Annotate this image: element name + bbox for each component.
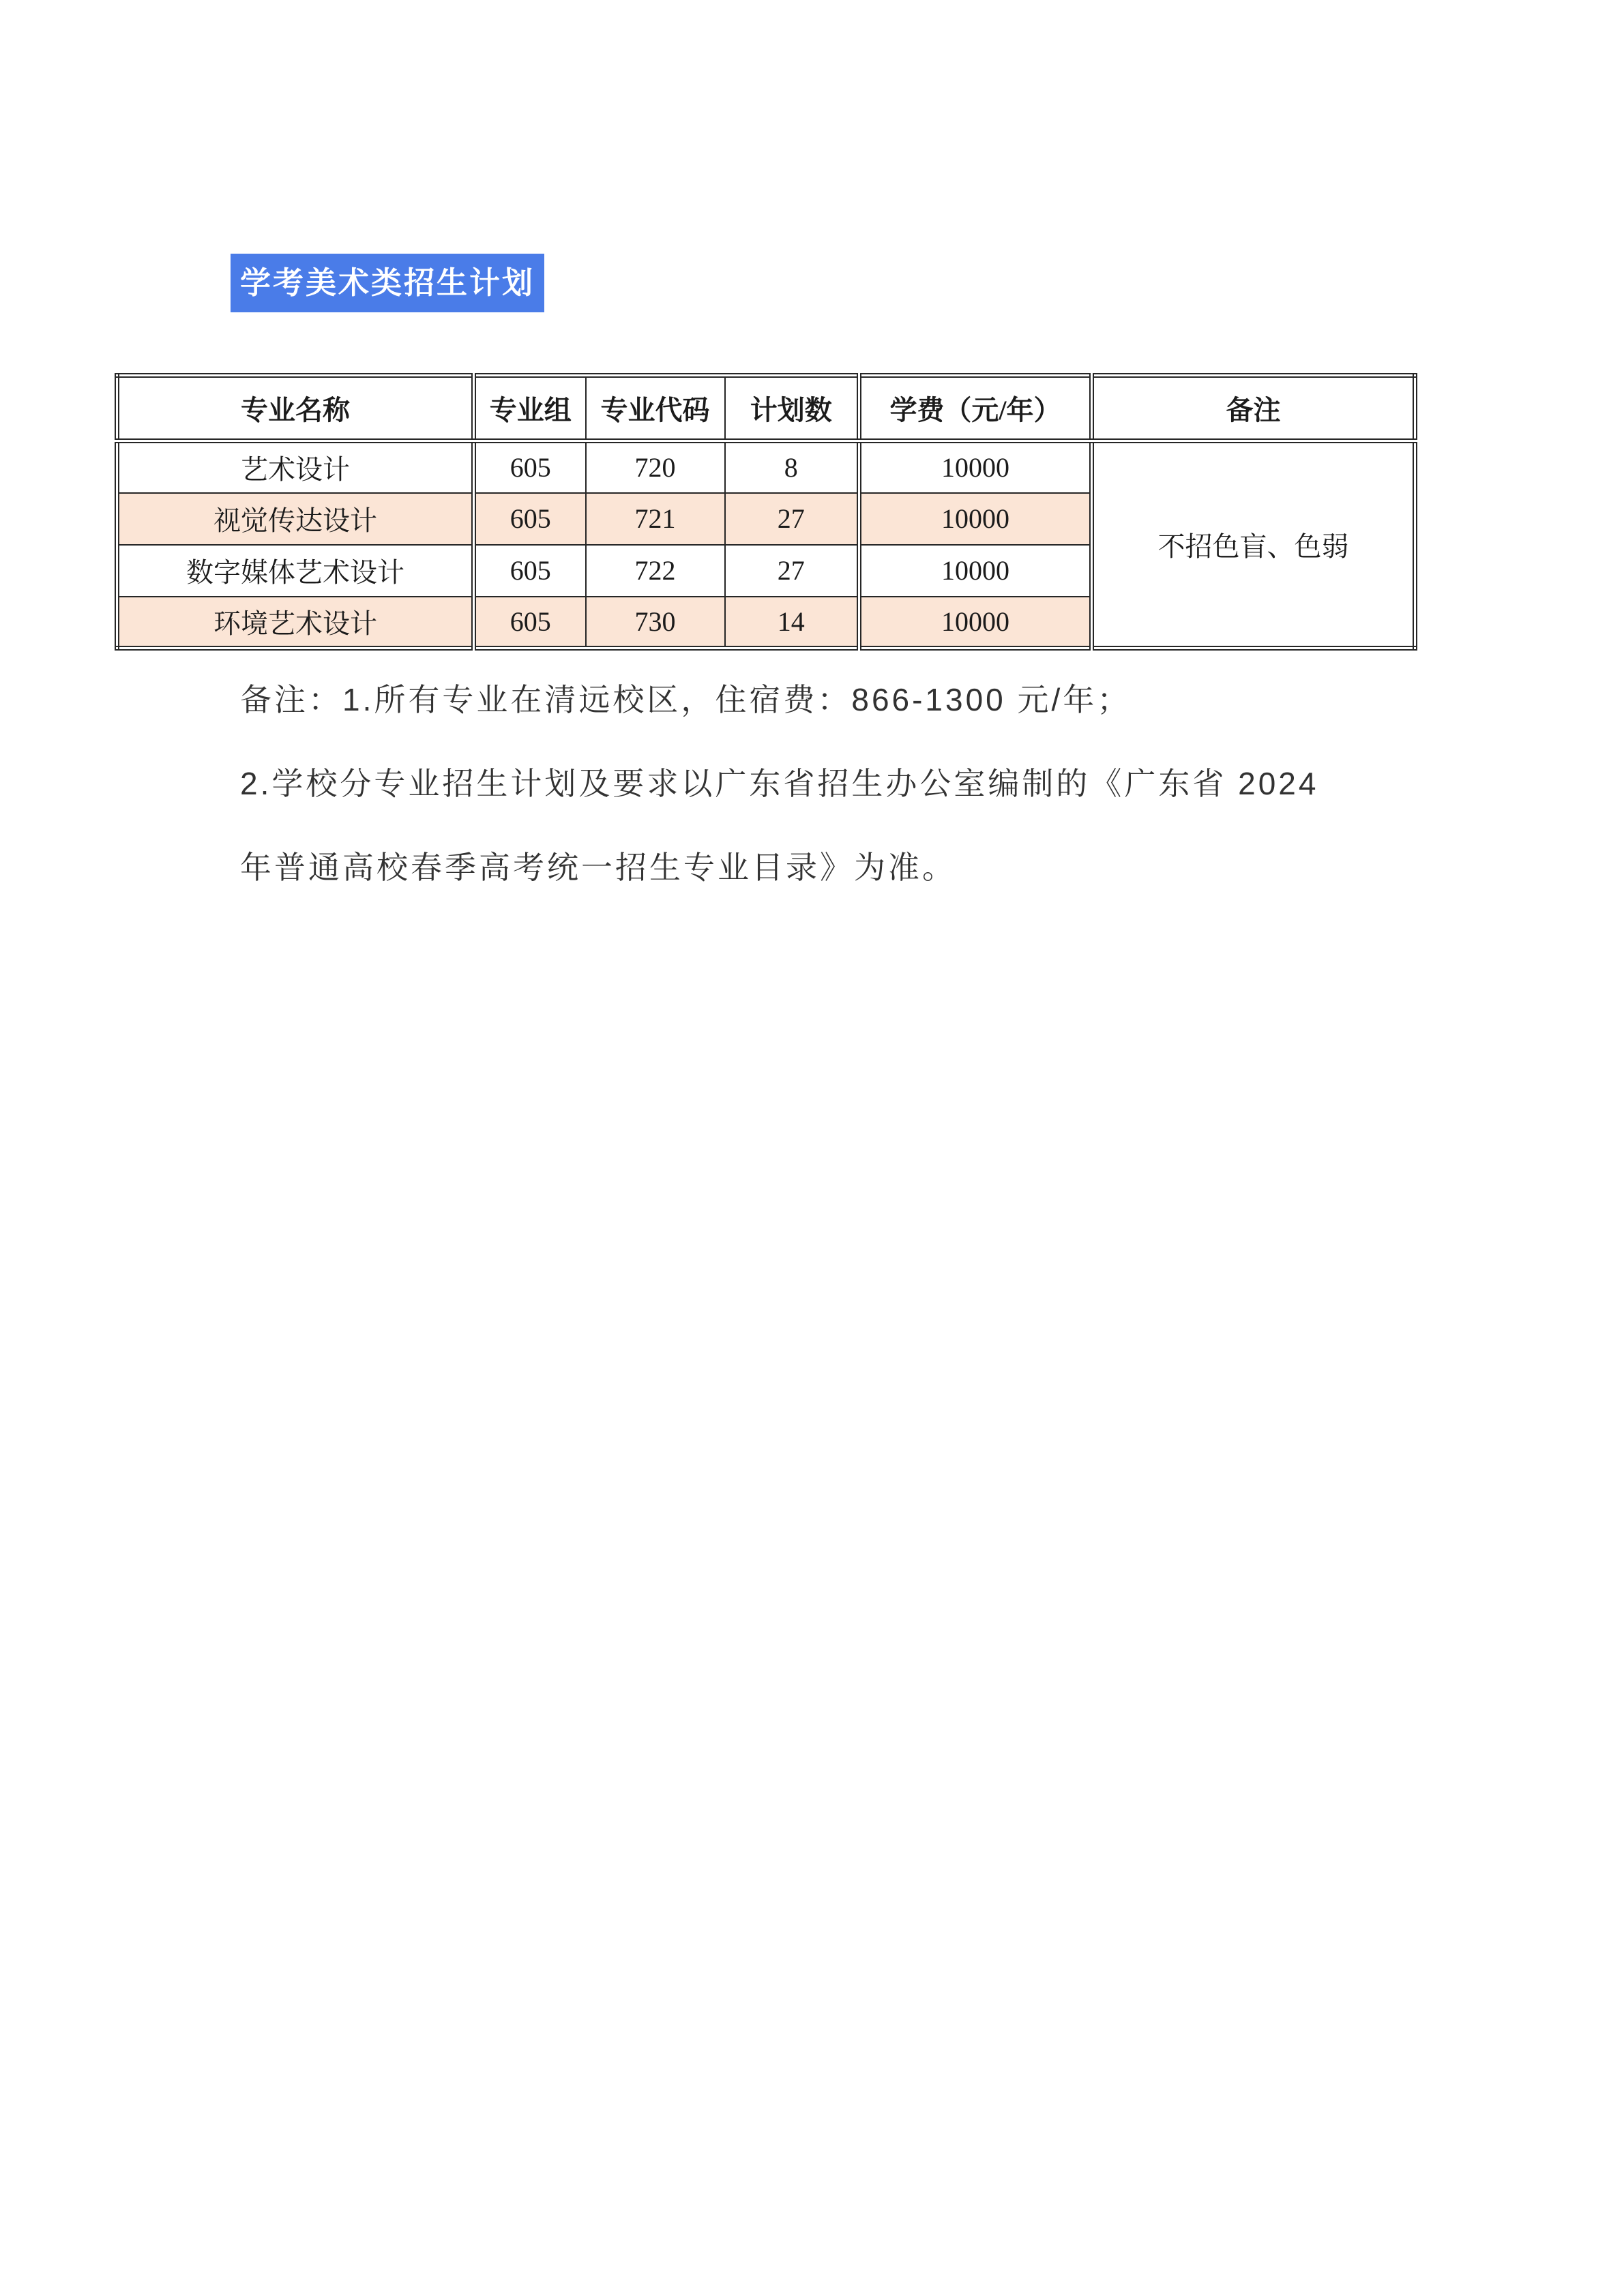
cell-major-group: 605 [474,441,586,493]
header-major-group: 专业组 [474,376,586,441]
cell-major-code: 730 [586,597,725,648]
cell-plan-count: 14 [725,597,859,648]
notes-section [240,683,1318,935]
cell-major-group: 605 [474,597,586,648]
enrollment-plan-table [115,373,1417,651]
table-row [117,441,1415,493]
cell-tuition: 10000 [859,597,1092,648]
table-header-row [117,376,1415,441]
cell-tuition: 10000 [859,545,1092,597]
cell-major-name: 环境艺术设计 [117,597,474,648]
header-plan-count: 计划数 [725,376,859,441]
header-remark: 备注 [1092,376,1415,441]
cell-plan-count: 27 [725,493,859,545]
header-tuition: 学费（元/年） [859,376,1092,441]
section-title-text: 学考美术类招生计划 [240,265,535,300]
cell-major-code: 722 [586,545,725,597]
cell-plan-count: 8 [725,441,859,493]
cell-plan-count: 27 [725,545,859,597]
cell-major-group: 605 [474,545,586,597]
cell-tuition: 10000 [859,493,1092,545]
header-major-name: 专业名称 [117,376,474,441]
note-line-2: 2.学校分专业招生计划及要求以广东省招生办公室编制的《广东省 2024 [240,766,1319,801]
cell-major-name: 数字媒体艺术设计 [117,545,474,597]
cell-major-name: 视觉传达设计 [117,493,474,545]
section-title-highlight [231,254,544,312]
cell-major-group: 605 [474,493,586,545]
note-line-3: 年普通高校春季高考统一招生专业目录》为准。 [240,850,956,885]
cell-major-code: 721 [586,493,725,545]
cell-remark-merged: 不招色盲、色弱 [1092,441,1415,648]
cell-major-name: 艺术设计 [117,441,474,493]
cell-tuition: 10000 [859,441,1092,493]
header-major-code: 专业代码 [586,376,725,441]
note-line-1: 备注：1.所有专业在清远校区，住宿费：866-1300 元/年； [240,682,1132,717]
cell-major-code: 720 [586,441,725,493]
